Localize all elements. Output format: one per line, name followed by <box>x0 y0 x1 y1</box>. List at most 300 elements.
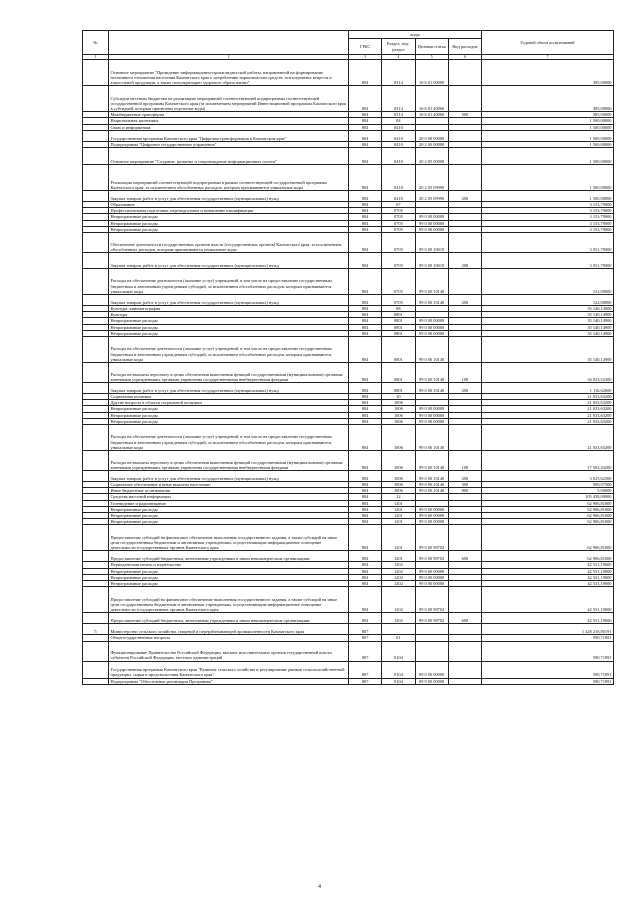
cell-name: Реализация мероприятий соответствующей подпрограммы в рамках соответствующей государственной программы Камчатского края, за исключением обособленных расходов, которым присваиваются уникальные коды <box>109 165 349 191</box>
cell-name: Социальное обеспечение и иные выплаты населению <box>109 482 349 488</box>
colnum-cell: 6 <box>448 55 481 60</box>
cell-s: 1 500,00000 <box>482 118 614 124</box>
table-row <box>83 60 614 86</box>
cell-r: 12 <box>382 494 415 500</box>
cell-s: 21 033,63200 <box>482 412 614 418</box>
header-cs: Целевая статья <box>415 39 448 55</box>
cell-v: 100 <box>448 451 481 471</box>
cell-r: 0705 <box>382 208 415 214</box>
cell-s: 1 500,00000 <box>482 141 614 147</box>
cell-s: 62 906,81000 <box>482 519 614 525</box>
colnum-cell: 4 <box>382 55 415 60</box>
cell-c: 99 0 00 98702 <box>415 525 448 551</box>
cell-s: 3 153,79000 <box>482 214 614 220</box>
cell-v <box>448 165 481 191</box>
cell-g: 804 <box>349 400 382 406</box>
cell-c: 99 0 00 10010 <box>415 253 448 269</box>
table-row <box>83 337 614 363</box>
cell-s: 3 153,79000 <box>482 202 614 208</box>
cell-c: 09 0 00 00000 <box>415 661 448 678</box>
table-row <box>83 383 614 394</box>
colnum-cell: 3 <box>349 55 382 60</box>
cell-r: 1202 <box>382 613 415 624</box>
cell-name: Подпрограмма "Обеспечение реализации Программы" <box>109 678 349 684</box>
header-name <box>109 31 349 55</box>
cell-c <box>415 624 448 635</box>
table-row <box>83 551 614 562</box>
cell-n <box>83 86 109 112</box>
cell-s: 3 153,79000 <box>482 220 614 226</box>
colnum-cell: 5 <box>415 55 448 60</box>
cell-r: 1201 <box>382 551 415 562</box>
table-row <box>83 587 614 613</box>
cell-name: Периодическая печать и издательства <box>109 562 349 568</box>
cell-s: 1 500,00000 <box>482 148 614 165</box>
cell-name: Субсидии местным бюджетам на реализацию мероприятий соответствующей подпрограммы соответствующей государственной программы Камчатского края (за исключением мероприятий Инвестиционной программы Камчатского края в субсидией, которым присвоены отдельные коды) <box>109 86 349 112</box>
cell-c: 99 0 00 10140 <box>415 482 448 488</box>
cell-r: 0410 <box>382 124 415 130</box>
cell-s: 21 033,63200 <box>482 425 614 451</box>
cell-g: 804 <box>349 337 382 363</box>
cell-n <box>83 425 109 451</box>
cell-r: 0801 <box>382 324 415 330</box>
cell-name: Непрограммные расходы <box>109 568 349 574</box>
header-vr: Вид расходов <box>448 39 481 55</box>
cell-name: Другие вопросы в области социальной политики <box>109 400 349 406</box>
cell-c: 99 0 00 00000 <box>415 568 448 574</box>
cell-g: 807 <box>349 678 382 684</box>
cell-c: 99 0 00 10140 <box>415 488 448 494</box>
cell-name: Закупка товаров, работ и услуг для обеспечения государственных (муниципальных) нужд <box>109 471 349 482</box>
table-row <box>83 678 614 684</box>
cell-v: 200 <box>448 471 481 482</box>
cell-name: Государственная программа Камчатского края "Цифровая трансформация в Камчатском крае" <box>109 130 349 141</box>
cell-c: 99 0 00 10140 <box>415 269 448 295</box>
cell-c: 99 0 00 00000 <box>415 581 448 587</box>
cell-name: Закупка товаров, работ и услуг для обеспечения государственных (муниципальных) нужд <box>109 383 349 394</box>
header-sum: Годовой объем ассигнований <box>482 31 614 55</box>
cell-r: 0705 <box>382 226 415 232</box>
cell-r <box>382 624 415 635</box>
cell-g: 804 <box>349 587 382 613</box>
cell-g: 804 <box>349 482 382 488</box>
cell-c: 99 0 00 10140 <box>415 383 448 394</box>
cell-s: 1 500,00000 <box>482 124 614 130</box>
cell-c: 99 0 00 00000 <box>415 226 448 232</box>
cell-name: Предоставление субсидий на финансовое обеспечение выполнения государственного задания, а также субсидий на иные цели государственным бюджетным и автономным учреждениям, осуществляющим информационное освещение деятельности государственных органов Камчатского края <box>109 525 349 551</box>
cell-s: 62 906,81000 <box>482 525 614 551</box>
cell-r: 0801 <box>382 312 415 318</box>
cell-name: Непрограммные расходы <box>109 330 349 336</box>
cell-name: Социальная политика <box>109 394 349 400</box>
cell-s: 35 140,14900 <box>482 324 614 330</box>
cell-s: 21 033,63200 <box>482 400 614 406</box>
cell-g: 804 <box>349 513 382 519</box>
cell-s: 1 116,62600 <box>482 383 614 394</box>
cell-g: 804 <box>349 112 382 118</box>
cell-v <box>448 60 481 86</box>
cell-s: 105 438,00000 <box>482 494 614 500</box>
cell-g: 804 <box>349 488 382 494</box>
cell-n <box>83 60 109 86</box>
cell-c: 99 0 00 00000 <box>415 220 448 226</box>
cell-r: 1202 <box>382 562 415 568</box>
cell-v <box>448 233 481 253</box>
cell-v <box>448 269 481 295</box>
cell-c: 99 0 00 00000 <box>415 214 448 220</box>
cell-g: 804 <box>349 574 382 580</box>
cell-g: 804 <box>349 202 382 208</box>
cell-g: 804 <box>349 500 382 506</box>
cell-s: 42 531,19000 <box>482 562 614 568</box>
cell-s: 122,00000 <box>482 295 614 306</box>
cell-s: 21 033,63200 <box>482 418 614 424</box>
cell-g: 807 <box>349 635 382 641</box>
cell-name: Предоставление субсидий бюджетным, автономным учреждениям и иным некоммерческим организациям <box>109 613 349 624</box>
cell-c: 99 0 00 00000 <box>415 506 448 512</box>
cell-g: 807 <box>349 661 382 678</box>
table-row <box>83 253 614 269</box>
cell-g: 804 <box>349 60 382 86</box>
cell-g: 804 <box>349 330 382 336</box>
cell-s: 42 531,19000 <box>482 574 614 580</box>
cell-name: Непрограммные расходы <box>109 506 349 512</box>
cell-r: 0410 <box>382 148 415 165</box>
cell-r: 1202 <box>382 574 415 580</box>
table-row <box>83 613 614 624</box>
cell-v <box>448 641 481 661</box>
cell-r: 1006 <box>382 451 415 471</box>
cell-name: Непрограммные расходы <box>109 318 349 324</box>
cell-r: 1006 <box>382 418 415 424</box>
cell-r: 0705 <box>382 214 415 220</box>
cell-s: 385,00000 <box>482 86 614 112</box>
table-row <box>83 130 614 141</box>
cell-g: 804 <box>349 306 382 312</box>
cell-r: 1006 <box>382 488 415 494</box>
cell-name: Закупка товаров, работ и услуг для обеспечения государственных (муниципальных) нужд <box>109 191 349 202</box>
cell-n <box>83 551 109 562</box>
cell-c: 99 0 00 00000 <box>415 330 448 336</box>
cell-g: 804 <box>349 295 382 306</box>
cell-n <box>83 130 109 141</box>
cell-name: Непрограммные расходы <box>109 220 349 226</box>
cell-r: 1202 <box>382 568 415 574</box>
cell-g: 807 <box>349 624 382 635</box>
cell-n <box>83 661 109 678</box>
cell-g: 804 <box>349 312 382 318</box>
cell-n <box>83 253 109 269</box>
cell-v <box>448 624 481 635</box>
cell-g: 804 <box>349 208 382 214</box>
cell-g: 804 <box>349 418 382 424</box>
cell-g: 804 <box>349 118 382 124</box>
cell-c: 99 0 00 10010 <box>415 233 448 253</box>
cell-g: 804 <box>349 568 382 574</box>
table-row <box>83 451 614 471</box>
cell-r: 0705 <box>382 295 415 306</box>
cell-s: 3 031,79000 <box>482 233 614 253</box>
cell-n <box>83 363 109 383</box>
cell-g: 804 <box>349 412 382 418</box>
cell-name: Связь и информатика <box>109 124 349 130</box>
cell-name: Предоставление субсидий на финансовое обеспечение выполнения государственного задания, а также субсидий на иные цели государственным бюджетным и автономным учреждениям, осуществляющим информационное освещение деятельности государственных органов Камчатского края <box>109 587 349 613</box>
cell-s: 590,71891 <box>482 678 614 684</box>
cell-name: Телевидение и радиовещание <box>109 500 349 506</box>
header-row-1 <box>83 31 614 39</box>
cell-n <box>83 269 109 295</box>
cell-r: 10 <box>382 394 415 400</box>
cell-r: 04 <box>382 118 415 124</box>
cell-r: 0104 <box>382 661 415 678</box>
cell-s: 3 153,79000 <box>482 226 614 232</box>
cell-name: Закупка товаров, работ и услуг для обеспечения государственных (муниципальных) нужд <box>109 295 349 306</box>
cell-s: 21 033,63200 <box>482 394 614 400</box>
table-row <box>83 86 614 112</box>
cell-name: Государственная программа Камчатского края "Развитие сельского хозяйства и регулирование рынков сельскохозяйственной продукции, сырья и продовольствия Камчатского края" <box>109 661 349 678</box>
cell-c: 16 6 01 00000 <box>415 60 448 86</box>
cell-s: 35 140,14900 <box>482 306 614 312</box>
cell-v <box>448 525 481 551</box>
cell-name: Непрограммные расходы <box>109 581 349 587</box>
cell-n <box>83 337 109 363</box>
table-row <box>83 641 614 661</box>
cell-c: 99 0 00 00000 <box>415 418 448 424</box>
cell-g: 804 <box>349 551 382 562</box>
cell-n <box>83 383 109 394</box>
cell-r: 1201 <box>382 525 415 551</box>
cell-s: 42 531,19000 <box>482 613 614 624</box>
cell-g: 804 <box>349 141 382 147</box>
cell-name: Непрограммные расходы <box>109 406 349 412</box>
cell-s: 17 502,43200 <box>482 451 614 471</box>
cell-g: 804 <box>349 165 382 191</box>
cell-r: 1201 <box>382 519 415 525</box>
cell-r: 0410 <box>382 165 415 191</box>
table-body <box>83 60 614 685</box>
cell-name: Непрограммные расходы <box>109 574 349 580</box>
cell-s: 42 531,19000 <box>482 587 614 613</box>
cell-v: 200 <box>448 191 481 202</box>
cell-s: 500,57500 <box>482 482 614 488</box>
cell-name: Основное мероприятие "Проведение информационно-пропагандистской работы, направленной на формирование негативного отношения населения Камчатского края к потреблению наркотических средств, психотропных веществ и алкогольной продукции, а также популяризацию здорового образа жизни" <box>109 60 349 86</box>
cell-s: 62 906,81000 <box>482 500 614 506</box>
table-row <box>83 148 614 165</box>
cell-name: Расходы на выплаты персоналу в целях обеспечения выполнения функций государственными (муниципальными) органами, казенными учреждениями, органами управления государственными внебюджетными фондами <box>109 363 349 383</box>
cell-g: 804 <box>349 613 382 624</box>
cell-r: 0314 <box>382 112 415 118</box>
cell-r: 1202 <box>382 581 415 587</box>
cell-s: 42 531,19000 <box>482 581 614 587</box>
budget-table <box>82 30 614 685</box>
cell-r: 1201 <box>382 506 415 512</box>
cell-r: 0410 <box>382 191 415 202</box>
cell-n <box>83 641 109 661</box>
cell-r: 0705 <box>382 233 415 253</box>
table-row <box>83 624 614 635</box>
cell-name: Межбюджетные трансферты <box>109 112 349 118</box>
cell-s: 385,00000 <box>482 112 614 118</box>
cell-c <box>415 641 448 661</box>
cell-g: 804 <box>349 233 382 253</box>
cell-r: 0801 <box>382 330 415 336</box>
cell-name: Функционирование Правительства Российской Федерации, высших исполнительных органов государственной власти субъектов Российской Федерации, местных администраций <box>109 641 349 661</box>
cell-g: 804 <box>349 220 382 226</box>
cell-g: 804 <box>349 406 382 412</box>
cell-name: Непрограммные расходы <box>109 418 349 424</box>
cell-n <box>83 613 109 624</box>
cell-s: 590,71891 <box>482 661 614 678</box>
cell-c: 99 0 00 10140 <box>415 471 448 482</box>
cell-name: Непрограммные расходы <box>109 513 349 519</box>
cell-c: 99 0 00 10140 <box>415 337 448 363</box>
cell-g: 804 <box>349 130 382 141</box>
cell-n <box>83 191 109 202</box>
cell-v <box>448 678 481 684</box>
cell-name: Расходы на выплаты персоналу в целях обеспечения выполнения функций государственными (муниципальными) органами, казенными учреждениями, органами управления государственными внебюджетными фондами <box>109 451 349 471</box>
cell-r: 1006 <box>382 406 415 412</box>
cell-n <box>83 587 109 613</box>
cell-r: 1201 <box>382 500 415 506</box>
cell-s: 5,00000 <box>482 488 614 494</box>
cell-n <box>83 148 109 165</box>
cell-name: Расходы на обеспечение деятельности (оказание услуг) учреждений, в том числе на предоставление государственным бюджетным и автономным учреждениям субсидий, за исключением обособленных расходов, которым присваиваются уникальные коды <box>109 269 349 295</box>
cell-name: Министерство сельского хозяйства, пищевой и перерабатывающей промышленности Камчатского края <box>109 624 349 635</box>
cell-c: 16 6 01 40060 <box>415 86 448 112</box>
cell-s: 21 033,63200 <box>482 406 614 412</box>
cell-c: 99 0 00 00000 <box>415 318 448 324</box>
cell-c: 20 2 05 00000 <box>415 148 448 165</box>
table-row <box>83 191 614 202</box>
cell-s: 3 025,62500 <box>482 471 614 482</box>
cell-s: 35 140,14900 <box>482 337 614 363</box>
cell-s: 1 500,00000 <box>482 130 614 141</box>
cell-g: 804 <box>349 191 382 202</box>
cell-c: 99 0 00 00000 <box>415 412 448 418</box>
table-row <box>83 471 614 482</box>
cell-r: 0801 <box>382 337 415 363</box>
cell-r: 0801 <box>382 383 415 394</box>
cell-g: 804 <box>349 148 382 165</box>
table-row <box>83 233 614 253</box>
cell-c: 99 0 00 00000 <box>415 406 448 412</box>
cell-v <box>448 86 481 112</box>
cell-v: 200 <box>448 295 481 306</box>
cell-v: 600 <box>448 551 481 562</box>
cell-g: 804 <box>349 269 382 295</box>
cell-c: 99 0 00 10140 <box>415 295 448 306</box>
cell-c: 99 0 00 00000 <box>415 324 448 330</box>
cell-g: 804 <box>349 494 382 500</box>
cell-s: 1 500,00000 <box>482 191 614 202</box>
colnum-cell: 7 <box>482 55 614 60</box>
cell-c: 99 0 00 98702 <box>415 551 448 562</box>
cell-name: Расходы на обеспечение деятельности (оказание услуг) учреждений, в том числе на предоставление государственным бюджетным и автономным учреждениям субсидий, за исключением обособленных расходов, которым присваиваются уникальные коды <box>109 337 349 363</box>
cell-s: 35 140,14900 <box>482 330 614 336</box>
header-grbs: ГРБС <box>349 39 382 55</box>
cell-v: 800 <box>448 488 481 494</box>
cell-c: 20 2 05 09990 <box>415 165 448 191</box>
cell-c: 09 9 00 00000 <box>415 678 448 684</box>
page-number: 4 <box>318 884 321 890</box>
cell-s: 35 140,14900 <box>482 318 614 324</box>
cell-name: Образование <box>109 202 349 208</box>
cell-s: 34 023,52300 <box>482 363 614 383</box>
cell-r: 0801 <box>382 363 415 383</box>
cell-s: 1 500,00000 <box>482 165 614 191</box>
cell-s: 590,71891 <box>482 635 614 641</box>
cell-r: 0314 <box>382 60 415 86</box>
colnum-cell: 1 <box>83 55 109 60</box>
cell-c: 99 0 00 00000 <box>415 513 448 519</box>
cell-c: 20 0 00 00000 <box>415 130 448 141</box>
header-razdel: Раздел, под-раздел <box>382 39 415 55</box>
cell-r: 1006 <box>382 471 415 482</box>
table-row <box>83 295 614 306</box>
cell-c: 99 0 00 98702 <box>415 587 448 613</box>
cell-n <box>83 295 109 306</box>
cell-g: 804 <box>349 425 382 451</box>
cell-v: 500 <box>448 112 481 118</box>
cell-s: 62 906,81000 <box>482 551 614 562</box>
cell-name: Национальная экономика <box>109 118 349 124</box>
cell-c: 99 0 00 10140 <box>415 451 448 471</box>
colnum-cell: 2 <box>109 55 349 60</box>
cell-v: 200 <box>448 383 481 394</box>
cell-g: 804 <box>349 226 382 232</box>
cell-g: 804 <box>349 318 382 324</box>
cell-s: 122,00000 <box>482 269 614 295</box>
cell-s: 62 906,81000 <box>482 506 614 512</box>
cell-name: Непрограммные расходы <box>109 519 349 525</box>
cell-g: 804 <box>349 383 382 394</box>
cell-n <box>83 233 109 253</box>
cell-c: 99 0 00 10140 <box>415 425 448 451</box>
cell-g: 804 <box>349 451 382 471</box>
cell-c: 99 0 00 00000 <box>415 574 448 580</box>
table-row <box>83 269 614 295</box>
cell-g: 804 <box>349 214 382 220</box>
cell-name: Профессиональная подготовка, переподготовка и повышение квалификации <box>109 208 349 214</box>
cell-n: 5 <box>83 624 109 635</box>
cell-v: 100 <box>448 363 481 383</box>
cell-g: 804 <box>349 562 382 568</box>
cell-name: Расходы на обеспечение деятельности (оказание услуг) учреждений, в том числе на предоставление государственным бюджетным и автономным учреждениям субсидий, за исключением обособленных расходов, которым присваиваются уникальные коды <box>109 425 349 451</box>
cell-name: Основное мероприятие "Создание, развитие и сопровождение информационных систем" <box>109 148 349 165</box>
cell-g: 804 <box>349 581 382 587</box>
cell-c: 20 2 05 09990 <box>415 191 448 202</box>
cell-n <box>83 678 109 684</box>
header-num: № <box>83 31 109 55</box>
cell-c: 99 0 00 98702 <box>415 613 448 624</box>
cell-r: 1201 <box>382 513 415 519</box>
cell-v <box>448 130 481 141</box>
cell-name: Средства массовой информации <box>109 494 349 500</box>
cell-s: 590,71891 <box>482 641 614 661</box>
cell-s: 3 153,79000 <box>482 208 614 214</box>
cell-n <box>83 451 109 471</box>
cell-g: 804 <box>349 253 382 269</box>
cell-name: Закупка товаров, работ и услуг для обеспечения государственных (муниципальных) нужд <box>109 253 349 269</box>
cell-r: 0801 <box>382 318 415 324</box>
header-codes: коды <box>349 31 482 39</box>
cell-g: 804 <box>349 363 382 383</box>
cell-name: Непрограммные расходы <box>109 214 349 220</box>
cell-v: 200 <box>448 253 481 269</box>
cell-c: 99 0 00 00000 <box>415 519 448 525</box>
cell-g: 804 <box>349 324 382 330</box>
cell-s: 42 531,19000 <box>482 568 614 574</box>
